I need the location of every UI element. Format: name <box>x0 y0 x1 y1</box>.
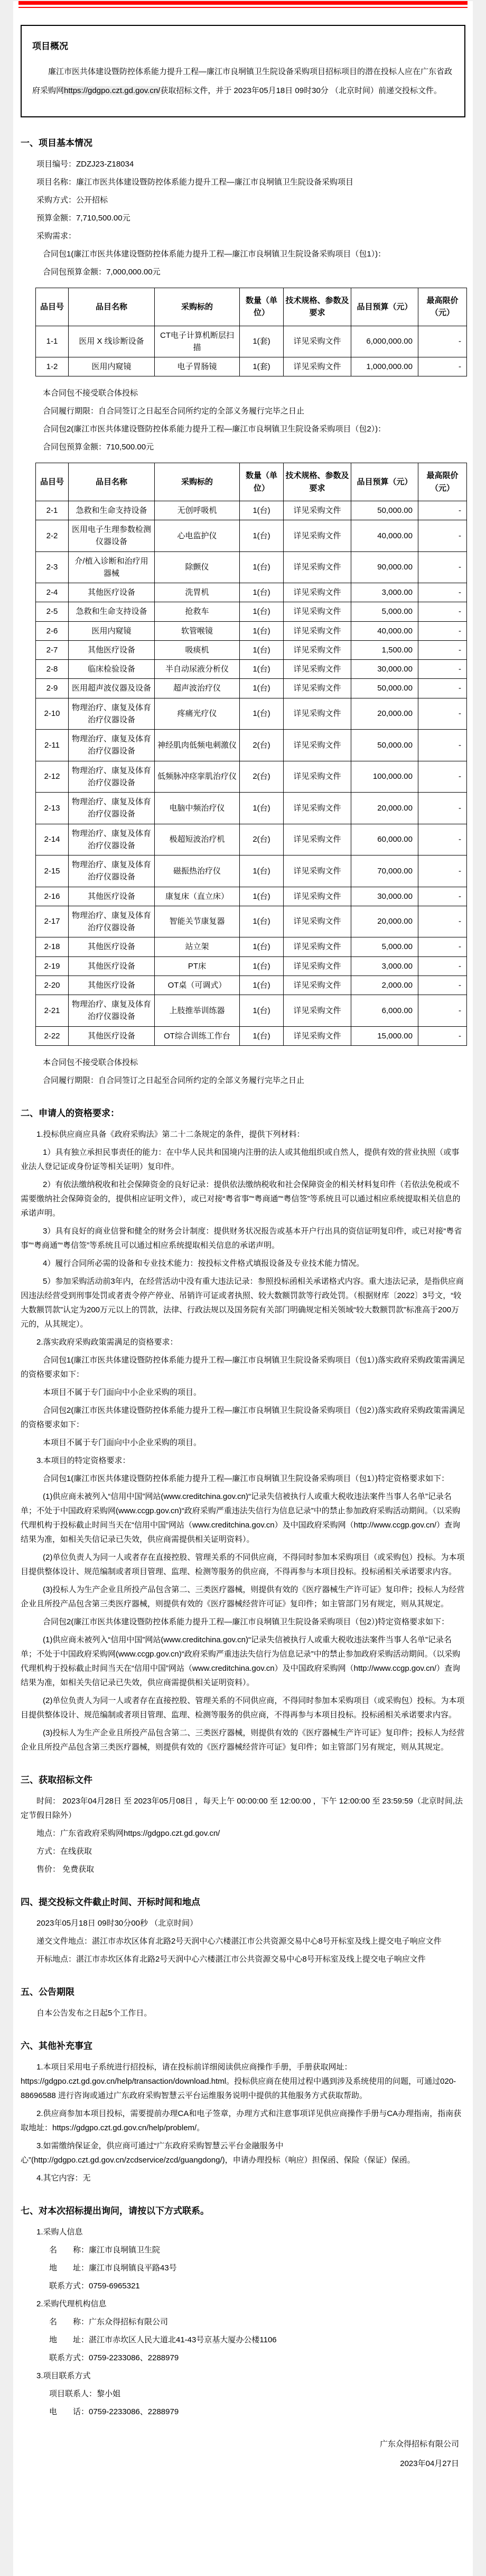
col-header-item-name: 品目名称 <box>69 288 155 326</box>
tech-spec: 详见采购文件 <box>284 887 351 906</box>
max-price: - <box>418 976 467 995</box>
item-budget: 2,000.00 <box>351 976 418 995</box>
table-row <box>36 679 467 698</box>
quantity: 1(台) <box>240 976 284 995</box>
tech-spec: 详见采购文件 <box>284 976 351 995</box>
document-obtain-price: 售价： 免费获取 <box>36 1864 95 1874</box>
section7-heading: 七、对本次招标提出询问，请按以下方式联系。 <box>21 2205 209 2216</box>
max-price: - <box>418 326 467 357</box>
specific-requirement-item: (3)投标人为生产企业且所投产品包含第二、三类医疗器械，则提供有效的《医疗器械生产许可证》复印件；投标人为经营企业且所投产品包含第三类医疗器械，则提供有效的《医疗器械经营许可证》复印件；如主管部门另有规定，则从其规定。 <box>21 1585 465 1608</box>
procurement-target: 半自动尿液分析仪 <box>155 660 240 679</box>
item-budget: 60,000.00 <box>351 824 418 855</box>
procurement-demand-label: 采购需求： <box>36 232 77 241</box>
tech-spec: 详见采购文件 <box>284 793 351 824</box>
col-header-procurement-target: 采购标的 <box>155 463 240 501</box>
item-budget: 5,000.00 <box>351 602 418 621</box>
tech-spec: 详见采购文件 <box>284 855 351 887</box>
max-price: - <box>418 602 467 621</box>
max-price: - <box>418 551 467 583</box>
max-price: - <box>418 995 467 1027</box>
max-price: - <box>418 906 467 937</box>
item-budget: 50,000.00 <box>351 730 418 761</box>
section6-heading: 六、其他补充事宜 <box>21 2040 92 2051</box>
max-price: - <box>418 520 467 552</box>
item-name: 其他医疗设备 <box>69 956 155 976</box>
item-budget: 90,000.00 <box>351 551 418 583</box>
tech-spec: 详见采购文件 <box>284 824 351 855</box>
table-row <box>36 551 467 583</box>
procurement-target: CT电子计算机断层扫描 <box>155 326 240 357</box>
project-contact-phone: 电 话：0759-2233086、2288979 <box>49 2407 179 2416</box>
procurement-target: 洗胃机 <box>155 583 240 602</box>
quantity: 1(台) <box>240 793 284 824</box>
item-budget: 20,000.00 <box>351 793 418 824</box>
quantity: 1(台) <box>240 937 284 956</box>
item-name: 物理治疗、康复及体育治疗仪器设备 <box>69 995 155 1027</box>
procurement-target: OT综合训练工作台 <box>155 1026 240 1045</box>
item-budget: 6,000.00 <box>351 995 418 1027</box>
policy-qualification-heading: 2.落实政府采购政策需满足的资格要求： <box>36 1337 178 1347</box>
item-name: 医用电子生理参数检测仪器设备 <box>69 520 155 552</box>
item-name: 物理治疗、康复及体育治疗仪器设备 <box>69 906 155 937</box>
item-budget: 50,000.00 <box>351 679 418 698</box>
table-row <box>36 855 467 887</box>
max-price: - <box>418 730 467 761</box>
max-price: - <box>418 937 467 956</box>
bid-deadline: 2023年05月18日 09时30分00秒 （北京时间） <box>36 1918 198 1928</box>
section2-heading: 二、申请人的资格要求： <box>21 1108 119 1118</box>
procurement-target: 无创呼吸机 <box>155 501 240 520</box>
col-header-tech-spec: 技术规格、参数及要求 <box>284 288 351 326</box>
tech-spec: 详见采购文件 <box>284 640 351 659</box>
max-price: - <box>418 621 467 640</box>
tech-spec: 详见采购文件 <box>284 520 351 552</box>
col-header-quantity: 数量（单位） <box>240 288 284 326</box>
agency-phone: 联系方式：0759-2233086、2288979 <box>49 2353 179 2362</box>
not-sme-project-note: 本项目不属于专门面向中小企业采购的项目。 <box>43 1438 202 1447</box>
tech-spec: 详见采购文件 <box>284 660 351 679</box>
procurement-target: 吸痰机 <box>155 640 240 659</box>
item-name: 介/植入诊断和治疗用器械 <box>69 551 155 583</box>
bid-open-place: 开标地点：湛江市赤坎区体育北路2号天润中心六楼湛江市公共资源交易中心8号开标室及线上提交电子响应文件 <box>36 1954 426 1964</box>
item-name: 医用超声波仪器及设备 <box>69 679 155 698</box>
quantity: 1(台) <box>240 520 284 552</box>
item-no: 2-13 <box>36 793 69 824</box>
purchaser-address: 地 址：廉江市良垌镇良平路43号 <box>49 2263 177 2273</box>
supplement-item: 3.如需缴纳保证金，供应商可通过“广东政府采购智慧云平台金融服务中心”(http://gdgpo.czt.gd.gov.cn/zcdservice/zcd/guangdong/)，申请办理投标（响应）担保函、保险（保证）保函。 <box>21 2141 415 2165</box>
item-budget: 40,000.00 <box>351 621 418 640</box>
item-name: 物理治疗、康复及体育治疗仪器设备 <box>69 793 155 824</box>
qualification-item: 2）有依法缴纳税收和社会保障资金的良好记录：提供依法缴纳税收和社会保障资金的相关材料复印件（若依法免税或不需要缴纳社会保障资金的，提供相应证明文件），或已对接“粤省事”“粤商通”“粤信签”等系统且可以通过相应系统提取相关信息的承诺声明。 <box>21 1180 461 1218</box>
section3-heading: 三、获取招标文件 <box>21 1774 92 1785</box>
overview-title: 项目概况 <box>32 41 68 51</box>
table-row <box>36 1026 467 1045</box>
max-price: - <box>418 956 467 976</box>
document-obtain-place: 地点：广东省政府采购网https://gdgpo.czt.gd.gov.cn/ <box>36 1828 220 1838</box>
package2-specific-requirement-title: 合同包2(廉江市医共体建设暨防控体系能力提升工程—廉江市良垌镇卫生院设备采购项目（包2）)特定资格要求如下： <box>43 1617 450 1626</box>
purchaser-phone: 联系方式：0759-6965321 <box>49 2281 140 2290</box>
table-row <box>36 730 467 761</box>
procurement-target: 除颤仪 <box>155 551 240 583</box>
item-name: 其他医疗设备 <box>69 1026 155 1045</box>
item-budget: 1,500.00 <box>351 640 418 659</box>
max-price: - <box>418 855 467 887</box>
table-row <box>36 956 467 976</box>
quantity: 1(台) <box>240 679 284 698</box>
qualification-item: 1）具有独立承担民事责任的能力：在中华人民共和国境内注册的法人或其他组织或自然人，提供有效的营业执照（或事业法人登记证或身份证等相关证明）复印件。 <box>21 1147 460 1171</box>
quantity: 1(台) <box>240 956 284 976</box>
item-budget: 20,000.00 <box>351 906 418 937</box>
quantity: 1(台) <box>240 887 284 906</box>
col-header-quantity: 数量（单位） <box>240 463 284 501</box>
item-name: 急救和生命支持设备 <box>69 602 155 621</box>
package1-title: 合同包1(廉江市医共体建设暨防控体系能力提升工程—廉江市良垌镇卫生院设备采购项目（包1）)： <box>43 250 386 259</box>
quantity: 1(台) <box>240 1026 284 1045</box>
item-budget: 6,000,000.00 <box>351 326 418 357</box>
table-header-row <box>36 463 467 501</box>
item-budget: 20,000.00 <box>351 698 418 730</box>
procurement-target: 低频脉冲痉挛肌治疗仪 <box>155 761 240 793</box>
qualification-item: 3）具有良好的商业信誉和健全的财务会计制度：提供财务状况报告或基本开户行出具的资信证明复印件，或已对接“粤省事”“粤商通”“粤信签”等系统且可以通过相应系统提取相关信息的承诺声明。 <box>21 1226 462 1250</box>
document-content <box>13 8 473 2471</box>
item-no: 2-9 <box>36 679 69 698</box>
item-no: 2-10 <box>36 698 69 730</box>
item-no: 2-2 <box>36 520 69 552</box>
col-header-item-no: 品目号 <box>36 463 69 501</box>
purchaser-name: 名 称：廉江市良垌镇卫生院 <box>49 2245 161 2255</box>
tech-spec: 详见采购文件 <box>284 1026 351 1045</box>
tech-spec: 详见采购文件 <box>284 937 351 956</box>
quantity: 1(台) <box>240 501 284 520</box>
max-price: - <box>418 1026 467 1045</box>
item-name: 急救和生命支持设备 <box>69 501 155 520</box>
quantity: 1(台) <box>240 995 284 1027</box>
tech-spec: 详见采购文件 <box>284 906 351 937</box>
tech-spec: 详见采购文件 <box>284 583 351 602</box>
item-no: 2-1 <box>36 501 69 520</box>
procurement-target: 磁振热治疗仪 <box>155 855 240 887</box>
signature-date: 2023年04月27日 <box>400 2459 459 2468</box>
col-header-tech-spec: 技术规格、参数及要求 <box>284 463 351 501</box>
project-overview-box <box>21 25 465 117</box>
max-price: - <box>418 698 467 730</box>
table-row <box>36 660 467 679</box>
item-name: 物理治疗、康复及体育治疗仪器设备 <box>69 761 155 793</box>
tech-spec: 详见采购文件 <box>284 621 351 640</box>
item-no: 2-6 <box>36 621 69 640</box>
table-row <box>36 501 467 520</box>
table-row <box>36 761 467 793</box>
not-sme-project-note: 本项目不属于专门面向中小企业采购的项目。 <box>43 1387 202 1397</box>
procurement-target: 软管喉镜 <box>155 621 240 640</box>
tender-announcement-page <box>13 1 473 2576</box>
quantity: 1(台) <box>240 698 284 730</box>
package2-no-consortium-note: 本合同包不接受联合体投标 <box>43 1057 138 1067</box>
procurement-target: 抢救车 <box>155 602 240 621</box>
qualification-item: 4）履行合同所必需的设备和专业技术能力：按投标文件格式填报设备及专业技术能力情况。 <box>43 1258 364 1268</box>
item-name: 医用 X 线诊断设备 <box>69 326 155 357</box>
item-name: 其他医疗设备 <box>69 976 155 995</box>
package1-specific-requirement-title: 合同包1(廉江市医共体建设暨防控体系能力提升工程—廉江市良垌镇卫生院设备采购项目（包1）)特定资格要求如下： <box>43 1474 450 1483</box>
quantity: 1(台) <box>240 855 284 887</box>
max-price: - <box>418 793 467 824</box>
supplement-item: 2.供应商参加本项目投标，需要提前办理CA和电子签章，办理方式和注意事项详见供应商操作手册与CA办理指南，指南获取地址：https://gdgpo.czt.gd.gov.cn/help/problem/。 <box>21 2109 462 2132</box>
supplement-item: 4.其它内容：无 <box>36 2173 91 2183</box>
max-price: - <box>418 583 467 602</box>
tech-spec: 详见采购文件 <box>284 602 351 621</box>
quantity: 1(台) <box>240 621 284 640</box>
procurement-target: 上肢推举训练器 <box>155 995 240 1027</box>
table-row <box>36 583 467 602</box>
agency-name: 名 称：广东众得招标有限公司 <box>49 2317 169 2326</box>
table-row <box>36 937 467 956</box>
item-name: 医用内窥镜 <box>69 357 155 376</box>
item-budget: 3,000.00 <box>351 956 418 976</box>
package1-budget: 合同包预算金额：7,000,000.00元 <box>43 268 161 277</box>
max-price: - <box>418 501 467 520</box>
item-name: 临床检验设备 <box>69 660 155 679</box>
specific-requirement-item: (1)供应商未被列入“信用中国”网站(www.creditchina.gov.cn)“记录失信被执行人或重大税收违法案件当事人名单”记录名单；不处于中国政府采购网(www.ccgp.gov.cn)“政府采购严重违法失信行为信息记录”中的禁止参加政府采购活动期间。（以采购代理机构于投标截止时间当天在“信用中国”网站（www.creditchina.gov.cn）及中国政府采购网（http://www.ccgp.gov.cn/）查询结果为准，如相关失信记录已失效，供应商需提供相关证明资料）。 <box>21 1635 461 1687</box>
qualification-item: 5）参加采购活动前3年内，在经营活动中没有重大违法记录：参照投标函相关承诺格式内容。重大违法记录，是指供应商因违法经营受到刑事处罚或者责令停产停业、吊销许可证或者执照、较大数额罚款等行政处罚。（根据财库〔2022〕3号文，“较大数额罚款”认定为200万元以上的罚款，法律、行政法规以及国务院有关部门明确规定相关领域“较大数额罚款”标准高于200万元的，从其规定）。 <box>21 1276 464 1329</box>
item-budget: 1,000,000.00 <box>351 357 418 376</box>
table-row <box>36 357 467 376</box>
tech-spec: 详见采购文件 <box>284 679 351 698</box>
item-no: 2-5 <box>36 602 69 621</box>
quantity: 1(台) <box>240 583 284 602</box>
quantity: 1(台) <box>240 551 284 583</box>
item-name: 物理治疗、康复及体育治疗仪器设备 <box>69 698 155 730</box>
document-obtain-way: 方式：在线获取 <box>36 1846 92 1856</box>
tech-spec: 详见采购文件 <box>284 995 351 1027</box>
table-row <box>36 793 467 824</box>
item-no: 2-3 <box>36 551 69 583</box>
max-price: - <box>418 660 467 679</box>
max-price: - <box>418 357 467 376</box>
col-header-item-budget: 品目预算（元） <box>351 463 418 501</box>
table-row <box>36 602 467 621</box>
item-no: 1-1 <box>36 326 69 357</box>
item-no: 2-16 <box>36 887 69 906</box>
quantity: 1(台) <box>240 602 284 621</box>
table-row <box>36 640 467 659</box>
overview-intro-text-before: 廉江市医共体建设暨防控体系能力提升工程—廉江市良垌镇卫生院设备采购项目招标项目的潜在投标人应在广东省政府采购网 <box>32 67 453 95</box>
item-no: 2-14 <box>36 824 69 855</box>
procurement-method: 采购方式：公开招标 <box>36 196 108 205</box>
item-no: 2-17 <box>36 906 69 937</box>
quantity: 2(台) <box>240 730 284 761</box>
item-no: 2-22 <box>36 1026 69 1045</box>
procurement-target: 康复床（直立床） <box>155 887 240 906</box>
procurement-target: 神经肌肉低频电刺激仪 <box>155 730 240 761</box>
project-contact-title: 3.项目联系方式 <box>36 2371 91 2380</box>
package1-contract-period: 合同履行期限：自合同签订之日起至合同所约定的全部义务履行完毕之日止 <box>43 407 305 416</box>
section1-heading: 一、项目基本情况 <box>21 138 92 148</box>
item-name: 其他医疗设备 <box>69 583 155 602</box>
table-header-row <box>36 288 467 326</box>
agency-address: 地 址：湛江市赤坎区人民大道北41-43号京基大厦办公楼1106 <box>49 2335 277 2344</box>
procurement-target: 智能关节康复器 <box>155 906 240 937</box>
tech-spec: 详见采购文件 <box>284 501 351 520</box>
procurement-target: PT床 <box>155 956 240 976</box>
item-budget: 5,000.00 <box>351 937 418 956</box>
item-no: 2-12 <box>36 761 69 793</box>
quantity: 1(套) <box>240 326 284 357</box>
quantity: 2(台) <box>240 761 284 793</box>
col-header-item-budget: 品目预算（元） <box>351 288 418 326</box>
overview-intro-text-after: 获取招标文件，并于 2023年05月18日 09时30分 （北京时间）前递交投标文件。 <box>160 86 442 95</box>
item-name: 其他医疗设备 <box>69 887 155 906</box>
item-budget: 70,000.00 <box>351 855 418 887</box>
item-name: 医用内窥镜 <box>69 621 155 640</box>
max-price: - <box>418 761 467 793</box>
item-no: 2-8 <box>36 660 69 679</box>
package2-title: 合同包2(廉江市医共体建设暨防控体系能力提升工程—廉江市良垌镇卫生院设备采购项目（包2）)： <box>43 425 386 434</box>
procurement-target: 超声波治疗仪 <box>155 679 240 698</box>
tech-spec: 详见采购文件 <box>284 698 351 730</box>
item-name: 物理治疗、康复及体育治疗仪器设备 <box>69 855 155 887</box>
item-no: 2-21 <box>36 995 69 1027</box>
overview-intro <box>32 62 454 100</box>
table-row <box>36 326 467 357</box>
budget-amount: 预算金额：7,710,500.00元 <box>36 214 130 223</box>
col-header-item-no: 品目号 <box>36 288 69 326</box>
item-no: 2-15 <box>36 855 69 887</box>
item-name: 其他医疗设备 <box>69 640 155 659</box>
item-no: 2-7 <box>36 640 69 659</box>
section5-heading: 五、公告期限 <box>21 1986 74 1997</box>
item-budget: 30,000.00 <box>351 660 418 679</box>
max-price: - <box>418 824 467 855</box>
table-row <box>36 887 467 906</box>
table-row <box>36 995 467 1027</box>
specific-requirement-item: (1)供应商未被列入“信用中国”网站(www.creditchina.gov.cn)“记录失信被执行人或重大税收违法案件当事人名单”记录名单；不处于中国政府采购网(www.ccgp.gov.cn)“政府采购严重违法失信行为信息记录”中的禁止参加政府采购活动期间。（以采购代理机构于投标截止时间当天在“信用中国”网站（www.creditchina.gov.cn）及中国政府采购网（http://www.ccgp.gov.cn/）查询结果为准，如相关失信记录已失效，供应商需提供相关证明资料）。 <box>21 1492 461 1544</box>
bid-submit-place: 递交文件地点：湛江市赤坎区体育北路2号天润中心六楼湛江市公共资源交易中心8号开标室及线上提交电子响应文件 <box>36 1936 442 1946</box>
signature-block <box>21 2437 465 2471</box>
col-header-max-price: 最高限价（元） <box>418 463 467 501</box>
tech-spec: 详见采购文件 <box>284 326 351 357</box>
item-budget: 100,000.00 <box>351 761 418 793</box>
tech-spec: 详见采购文件 <box>284 730 351 761</box>
quantity: 2(台) <box>240 824 284 855</box>
procurement-target: 电脑中频治疗仪 <box>155 793 240 824</box>
supplement-item: 1.本项目采用电子系统进行招投标，请在投标前详细阅读供应商操作手册，手册获取网址：https://gdgpo.czt.gd.gov.cn/help/transaction/download.html。投标供应商在使用过程中遇到涉及系统使用的问题，可通过020-88696588 进行咨询或通过广东政府采购智慧云平台运维服务说明中提供的其他服务方式获取帮助。 <box>21 2062 456 2100</box>
quantity: 1(台) <box>240 906 284 937</box>
item-name: 物理治疗、康复及体育治疗仪器设备 <box>69 824 155 855</box>
item-no: 2-18 <box>36 937 69 956</box>
specific-qualification-heading: 3.本项目的特定资格要求： <box>36 1456 130 1465</box>
package2-budget: 合同包预算金额：710,500.00元 <box>43 443 154 452</box>
table-row <box>36 698 467 730</box>
item-budget: 30,000.00 <box>351 887 418 906</box>
tech-spec: 详见采购文件 <box>284 551 351 583</box>
package1-no-consortium-note: 本合同包不接受联合体投标 <box>43 389 138 398</box>
signature-company: 广东众得招标有限公司 <box>379 2439 459 2449</box>
item-no: 2-11 <box>36 730 69 761</box>
procurement-target: 站立架 <box>155 937 240 956</box>
max-price: - <box>418 679 467 698</box>
tech-spec: 详见采购文件 <box>284 956 351 976</box>
item-no: 2-20 <box>36 976 69 995</box>
procurement-site-url: https://gdgpo.czt.gd.gov.cn/ <box>64 86 161 95</box>
project-number: 项目编号：ZDZJ23-Z18034 <box>36 160 134 169</box>
item-no: 2-19 <box>36 956 69 976</box>
procurement-target: 疼痛光疗仪 <box>155 698 240 730</box>
quantity: 1(套) <box>240 357 284 376</box>
section4-heading: 四、提交投标文件截止时间、开标时间和地点 <box>21 1897 200 1907</box>
top-red-bar <box>18 1 468 5</box>
table-row <box>36 906 467 937</box>
col-header-item-name: 品目名称 <box>69 463 155 501</box>
package2-policy-requirement: 合同包2(廉江市医共体建设暨防控体系能力提升工程—廉江市良垌镇卫生院设备采购项目（包2）)落实政府采购政策需满足的资格要求如下： <box>21 1405 465 1429</box>
max-price: - <box>418 640 467 659</box>
procurement-target: OT桌（可调式） <box>155 976 240 995</box>
item-budget: 50,000.00 <box>351 501 418 520</box>
table-row <box>36 520 467 552</box>
purchaser-info-title: 1.采购人信息 <box>36 2227 83 2237</box>
package1-policy-requirement: 合同包1(廉江市医共体建设暨防控体系能力提升工程—廉江市良垌镇卫生院设备采购项目（包1）)落实政府采购政策需满足的资格要求如下： <box>21 1355 465 1379</box>
quantity: 1(台) <box>240 640 284 659</box>
procurement-target: 极超短波治疗机 <box>155 824 240 855</box>
col-header-max-price: 最高限价（元） <box>418 288 467 326</box>
agency-info-title: 2.采购代理机构信息 <box>36 2299 107 2308</box>
quantity: 1(台) <box>240 660 284 679</box>
announcement-period: 自本公告发布之日起5个工作日。 <box>36 2008 152 2018</box>
specific-requirement-item: (2)单位负责人为同一人或者存在直接控股、管理关系的不同供应商，不得同时参加本采购项目（或采购包）投标。为本项目提供整体设计、规范编制或者项目管理、监理、检测等服务的供应商，不得再参与本项目投标。投标函相关承诺要求内容。 <box>21 1552 465 1576</box>
item-no: 2-4 <box>36 583 69 602</box>
specific-requirement-item: (2)单位负责人为同一人或者存在直接控股、管理关系的不同供应商，不得同时参加本采购项目（或采购包）投标。为本项目提供整体设计、规范编制或者项目管理、监理、检测等服务的供应商，不得再参与本项目投标。投标函相关承诺要求内容。 <box>21 1696 465 1719</box>
max-price: - <box>418 887 467 906</box>
document-obtain-time: 时间： 2023年04月28日 至 2023年05月08日 ，每天上午 00:00:00 至 12:00:00 ，下午 12:00:00 至 23:59:59（北京时间,法定节假日除外） <box>21 1796 463 1820</box>
item-budget: 3,000.00 <box>351 583 418 602</box>
project-name: 项目名称：廉江市医共体建设暨防控体系能力提升工程—廉江市良垌镇卫生院设备采购项目 <box>36 178 354 187</box>
package2-items-table <box>35 463 467 1046</box>
tech-spec: 详见采购文件 <box>284 357 351 376</box>
procurement-target: 心电监护仪 <box>155 520 240 552</box>
table-row <box>36 824 467 855</box>
item-no: 1-2 <box>36 357 69 376</box>
table-row <box>36 976 467 995</box>
qualification-item: 1.投标供应商应具备《政府采购法》第二十二条规定的条件，提供下列材料： <box>36 1129 305 1139</box>
tech-spec: 详见采购文件 <box>284 761 351 793</box>
procurement-target: 电子胃肠镜 <box>155 357 240 376</box>
item-name: 物理治疗、康复及体育治疗仪器设备 <box>69 730 155 761</box>
table-row <box>36 621 467 640</box>
package1-items-table <box>35 288 467 376</box>
item-budget: 15,000.00 <box>351 1026 418 1045</box>
col-header-procurement-target: 采购标的 <box>155 288 240 326</box>
package2-contract-period: 合同履行期限：自合同签订之日起至合同所约定的全部义务履行完毕之日止 <box>43 1075 305 1085</box>
item-name: 其他医疗设备 <box>69 937 155 956</box>
item-budget: 40,000.00 <box>351 520 418 552</box>
project-contact-person: 项目联系人：黎小姐 <box>49 2389 121 2398</box>
specific-requirement-item: (3)投标人为生产企业且所投产品包含第二、三类医疗器械，则提供有效的《医疗器械生产许可证》复印件；投标人为经营企业且所投产品包含第三类医疗器械，则提供有效的《医疗器械经营许可证》复印件；如主管部门另有规定，则从其规定。 <box>21 1728 465 1752</box>
